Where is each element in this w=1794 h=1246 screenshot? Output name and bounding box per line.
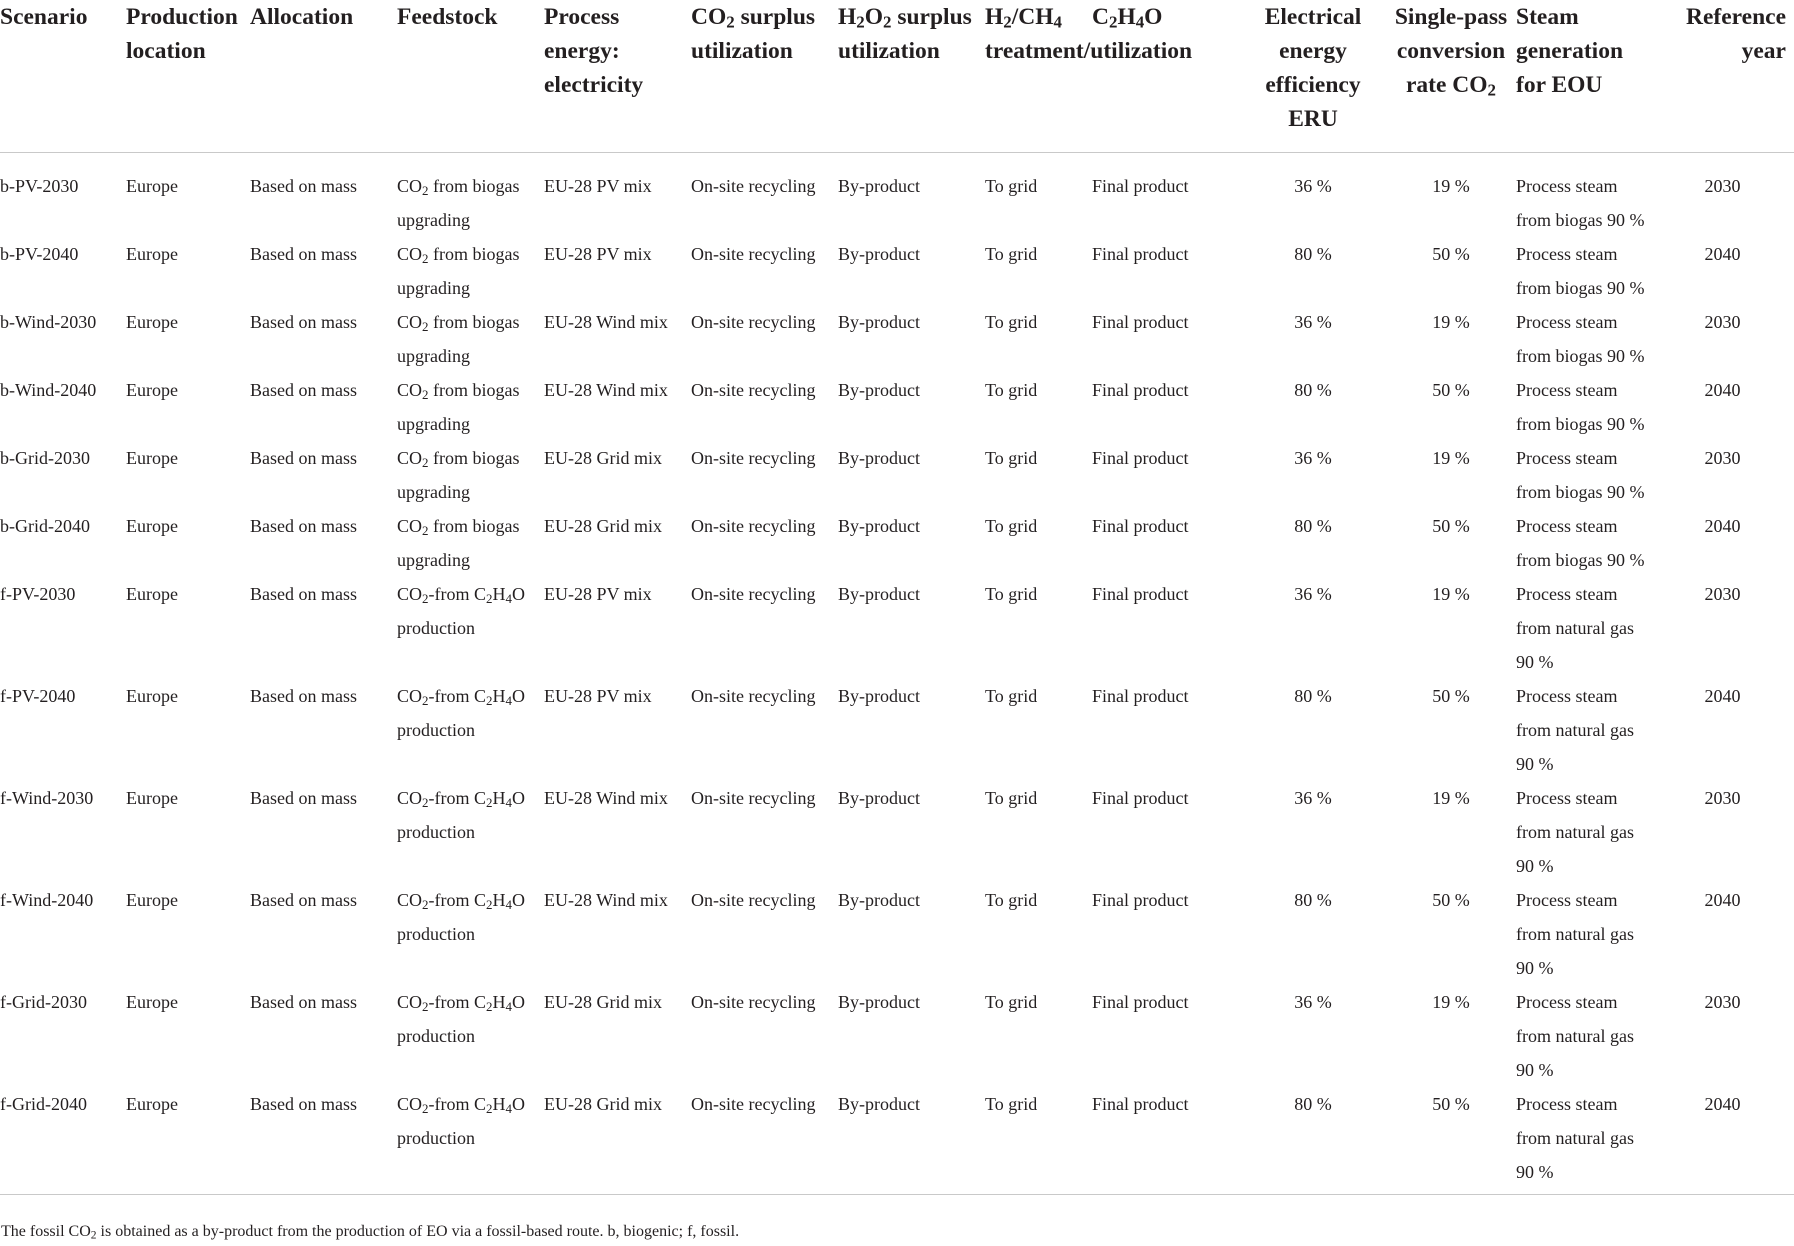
cell-steam: Process steam from biogas 90 %	[1516, 380, 1645, 434]
header-row	[0, 0, 1794, 153]
cell-location: Europe	[126, 686, 178, 706]
cell-allocation: Based on mass	[250, 176, 357, 196]
cell-c2h4o: Final product	[1092, 992, 1189, 1012]
cell-location: Europe	[126, 584, 178, 604]
header-h2ch4-treatment: $H_2/CH_4$ treatment/utilization	[985, 0, 1092, 153]
cell-energy: EU-28 Grid mix	[544, 448, 662, 468]
cell-year: 2040	[1704, 516, 1741, 536]
cell-allocation: Based on mass	[250, 516, 357, 536]
cell-efficiency: 36 %	[1294, 584, 1332, 604]
cell-steam: Process steam from natural gas 90 %	[1516, 788, 1634, 876]
cell-scenario: f-PV-2040	[0, 686, 76, 706]
cell-h2o2: By-product	[838, 788, 920, 808]
cell-conversion: 50 %	[1432, 516, 1470, 536]
cell-steam: Process steam from natural gas 90 %	[1516, 686, 1634, 774]
cell-h2ch4: To grid	[985, 244, 1038, 264]
cell-location: Europe	[126, 448, 178, 468]
cell-year: 2040	[1704, 890, 1741, 910]
cell-feedstock: $CO_2$ from biogas upgrading	[397, 448, 520, 502]
table-row	[0, 237, 1794, 305]
cell-h2ch4: To grid	[985, 516, 1038, 536]
table-row	[0, 153, 1794, 238]
cell-steam: Process steam from biogas 90 %	[1516, 244, 1645, 298]
cell-energy: EU-28 Grid mix	[544, 1094, 662, 1114]
header-feedstock: Feedstock	[397, 0, 544, 153]
cell-scenario: f-Wind-2030	[0, 788, 94, 808]
cell-h2ch4: To grid	[985, 1094, 1038, 1114]
cell-allocation: Based on mass	[250, 992, 357, 1012]
cell-co2: On-site recycling	[691, 686, 816, 706]
cell-location: Europe	[126, 244, 178, 264]
cell-efficiency: 36 %	[1294, 312, 1332, 332]
table-body	[0, 153, 1794, 1195]
cell-allocation: Based on mass	[250, 890, 357, 910]
cell-conversion: 19 %	[1432, 176, 1470, 196]
cell-allocation: Based on mass	[250, 1094, 357, 1114]
cell-steam: Process steam from natural gas 90 %	[1516, 584, 1634, 672]
cell-steam: Process steam from biogas 90 %	[1516, 312, 1645, 366]
cell-c2h4o: Final product	[1092, 1094, 1189, 1114]
cell-year: 2030	[1704, 312, 1741, 332]
cell-energy: EU-28 Wind mix	[544, 890, 668, 910]
cell-scenario: f-PV-2030	[0, 584, 76, 604]
cell-location: Europe	[126, 992, 178, 1012]
cell-year: 2040	[1704, 686, 1741, 706]
cell-conversion: 50 %	[1432, 1094, 1470, 1114]
cell-location: Europe	[126, 176, 178, 196]
cell-scenario: b-PV-2030	[0, 176, 79, 196]
cell-year: 2030	[1704, 788, 1741, 808]
cell-location: Europe	[126, 788, 178, 808]
cell-co2: On-site recycling	[691, 244, 816, 264]
cell-energy: EU-28 PV mix	[544, 686, 652, 706]
cell-co2: On-site recycling	[691, 992, 816, 1012]
cell-co2: On-site recycling	[691, 176, 816, 196]
cell-year: 2040	[1704, 1094, 1741, 1114]
cell-energy: EU-28 PV mix	[544, 176, 652, 196]
cell-feedstock: $CO_2$ from biogas upgrading	[397, 516, 520, 570]
cell-energy: EU-28 Wind mix	[544, 380, 668, 400]
cell-h2o2: By-product	[838, 312, 920, 332]
cell-c2h4o: Final product	[1092, 584, 1189, 604]
cell-co2: On-site recycling	[691, 448, 816, 468]
header-process-energy: Process energy: electricity	[544, 0, 691, 153]
cell-efficiency: 80 %	[1294, 244, 1332, 264]
cell-co2: On-site recycling	[691, 380, 816, 400]
cell-energy: EU-28 Wind mix	[544, 788, 668, 808]
header-reference-year: Reference year	[1651, 0, 1794, 153]
cell-feedstock: $CO_2$ from biogas upgrading	[397, 176, 520, 230]
cell-allocation: Based on mass	[250, 448, 357, 468]
table-row	[0, 509, 1794, 577]
cell-h2ch4: To grid	[985, 176, 1038, 196]
table-row	[0, 883, 1794, 985]
table-row	[0, 985, 1794, 1087]
cell-h2ch4: To grid	[985, 584, 1038, 604]
cell-energy: EU-28 PV mix	[544, 244, 652, 264]
cell-conversion: 19 %	[1432, 584, 1470, 604]
cell-efficiency: 36 %	[1294, 448, 1332, 468]
cell-energy: EU-28 Wind mix	[544, 312, 668, 332]
cell-steam: Process steam from biogas 90 %	[1516, 448, 1645, 502]
cell-h2ch4: To grid	[985, 312, 1038, 332]
table-row	[0, 679, 1794, 781]
cell-energy: EU-28 PV mix	[544, 584, 652, 604]
cell-conversion: 50 %	[1432, 244, 1470, 264]
table-row	[0, 373, 1794, 441]
cell-location: Europe	[126, 380, 178, 400]
cell-steam: Process steam from natural gas 90 %	[1516, 1094, 1634, 1182]
cell-energy: EU-28 Grid mix	[544, 992, 662, 1012]
cell-scenario: b-Wind-2030	[0, 312, 97, 332]
cell-co2: On-site recycling	[691, 312, 816, 332]
header-co2-surplus: $CO_2$ surplus utilization	[691, 0, 838, 153]
header-steam-generation: Steam generation for EOU	[1516, 0, 1651, 153]
header-conversion-rate: Single-pass conversion rate $CO_2$	[1386, 0, 1516, 153]
cell-h2o2: By-product	[838, 516, 920, 536]
cell-scenario: b-Grid-2040	[0, 516, 90, 536]
cell-h2o2: By-product	[838, 992, 920, 1012]
header-h2o2-surplus: $H_2O_2$ surplus utilization	[838, 0, 985, 153]
cell-feedstock: $CO_2$ from biogas upgrading	[397, 244, 520, 298]
cell-h2o2: By-product	[838, 176, 920, 196]
cell-year: 2030	[1704, 992, 1741, 1012]
cell-steam: Process steam from biogas 90 %	[1516, 176, 1645, 230]
cell-conversion: 50 %	[1432, 686, 1470, 706]
cell-efficiency: 36 %	[1294, 176, 1332, 196]
cell-c2h4o: Final product	[1092, 516, 1189, 536]
cell-scenario: b-Wind-2040	[0, 380, 97, 400]
cell-feedstock: $CO_2$-from $C_2H_4O$ production	[397, 890, 525, 944]
cell-c2h4o: Final product	[1092, 788, 1189, 808]
cell-conversion: 19 %	[1432, 448, 1470, 468]
cell-conversion: 19 %	[1432, 992, 1470, 1012]
cell-efficiency: 36 %	[1294, 788, 1332, 808]
cell-location: Europe	[126, 516, 178, 536]
cell-h2ch4: To grid	[985, 890, 1038, 910]
cell-feedstock: $CO_2$ from biogas upgrading	[397, 312, 520, 366]
cell-h2ch4: To grid	[985, 992, 1038, 1012]
cell-c2h4o: Final product	[1092, 890, 1189, 910]
cell-h2ch4: To grid	[985, 686, 1038, 706]
cell-allocation: Based on mass	[250, 686, 357, 706]
cell-c2h4o: Final product	[1092, 380, 1189, 400]
cell-conversion: 19 %	[1432, 788, 1470, 808]
cell-efficiency: 80 %	[1294, 890, 1332, 910]
cell-conversion: 50 %	[1432, 380, 1470, 400]
cell-co2: On-site recycling	[691, 788, 816, 808]
cell-co2: On-site recycling	[691, 584, 816, 604]
cell-conversion: 19 %	[1432, 312, 1470, 332]
cell-scenario: f-Grid-2030	[0, 992, 87, 1012]
cell-h2o2: By-product	[838, 890, 920, 910]
cell-allocation: Based on mass	[250, 584, 357, 604]
cell-allocation: Based on mass	[250, 788, 357, 808]
cell-h2ch4: To grid	[985, 448, 1038, 468]
cell-c2h4o: Final product	[1092, 312, 1189, 332]
cell-year: 2030	[1704, 448, 1741, 468]
cell-feedstock: $CO_2$-from $C_2H_4O$ production	[397, 686, 525, 740]
cell-scenario: b-Grid-2030	[0, 448, 90, 468]
cell-feedstock: $CO_2$ from biogas upgrading	[397, 380, 520, 434]
cell-steam: Process steam from natural gas 90 %	[1516, 992, 1634, 1080]
cell-c2h4o: Final product	[1092, 448, 1189, 468]
cell-year: 2030	[1704, 584, 1741, 604]
cell-energy: EU-28 Grid mix	[544, 516, 662, 536]
cell-scenario: f-Wind-2040	[0, 890, 94, 910]
cell-location: Europe	[126, 890, 178, 910]
cell-efficiency: 36 %	[1294, 992, 1332, 1012]
cell-scenario: b-PV-2040	[0, 244, 79, 264]
cell-steam: Process steam from natural gas 90 %	[1516, 890, 1634, 978]
cell-h2ch4: To grid	[985, 380, 1038, 400]
cell-c2h4o: Final product	[1092, 686, 1189, 706]
cell-efficiency: 80 %	[1294, 380, 1332, 400]
table-row	[0, 441, 1794, 509]
cell-feedstock: $CO_2$-from $C_2H_4O$ production	[397, 584, 525, 638]
cell-year: 2040	[1704, 244, 1741, 264]
cell-h2o2: By-product	[838, 584, 920, 604]
header-electrical-efficiency: Electrical energy efficiency ERU	[1240, 0, 1386, 153]
cell-location: Europe	[126, 1094, 178, 1114]
cell-efficiency: 80 %	[1294, 516, 1332, 536]
header-allocation: Allocation	[250, 0, 397, 153]
cell-year: 2030	[1704, 176, 1741, 196]
table-row	[0, 305, 1794, 373]
cell-year: 2040	[1704, 380, 1741, 400]
cell-efficiency: 80 %	[1294, 686, 1332, 706]
cell-h2o2: By-product	[838, 448, 920, 468]
header-production-location: Production location	[126, 0, 250, 153]
cell-scenario: f-Grid-2040	[0, 1094, 87, 1114]
cell-allocation: Based on mass	[250, 380, 357, 400]
header-scenario: Scenario	[0, 0, 126, 153]
cell-h2o2: By-product	[838, 686, 920, 706]
cell-c2h4o: Final product	[1092, 176, 1189, 196]
cell-co2: On-site recycling	[691, 890, 816, 910]
table-row	[0, 1087, 1794, 1195]
cell-allocation: Based on mass	[250, 312, 357, 332]
cell-efficiency: 80 %	[1294, 1094, 1332, 1114]
table-footnote: The fossil $CO_2$ is obtained as a by-product from the production of EO via a fossil-based route. b, biogenic; f, fossil.	[1, 1223, 740, 1242]
table-row	[0, 781, 1794, 883]
table-row	[0, 577, 1794, 679]
cell-h2o2: By-product	[838, 380, 920, 400]
cell-h2o2: By-product	[838, 244, 920, 264]
cell-h2o2: By-product	[838, 1094, 920, 1114]
cell-feedstock: $CO_2$-from $C_2H_4O$ production	[397, 1094, 525, 1148]
header-c2h4o-utilization: $C_2H_4O$	[1092, 0, 1240, 153]
cell-steam: Process steam from biogas 90 %	[1516, 516, 1645, 570]
cell-c2h4o: Final product	[1092, 244, 1189, 264]
cell-feedstock: $CO_2$-from $C_2H_4O$ production	[397, 992, 525, 1046]
cell-co2: On-site recycling	[691, 516, 816, 536]
cell-conversion: 50 %	[1432, 890, 1470, 910]
cell-feedstock: $CO_2$-from $C_2H_4O$ production	[397, 788, 525, 842]
cell-co2: On-site recycling	[691, 1094, 816, 1114]
cell-location: Europe	[126, 312, 178, 332]
cell-allocation: Based on mass	[250, 244, 357, 264]
cell-h2ch4: To grid	[985, 788, 1038, 808]
